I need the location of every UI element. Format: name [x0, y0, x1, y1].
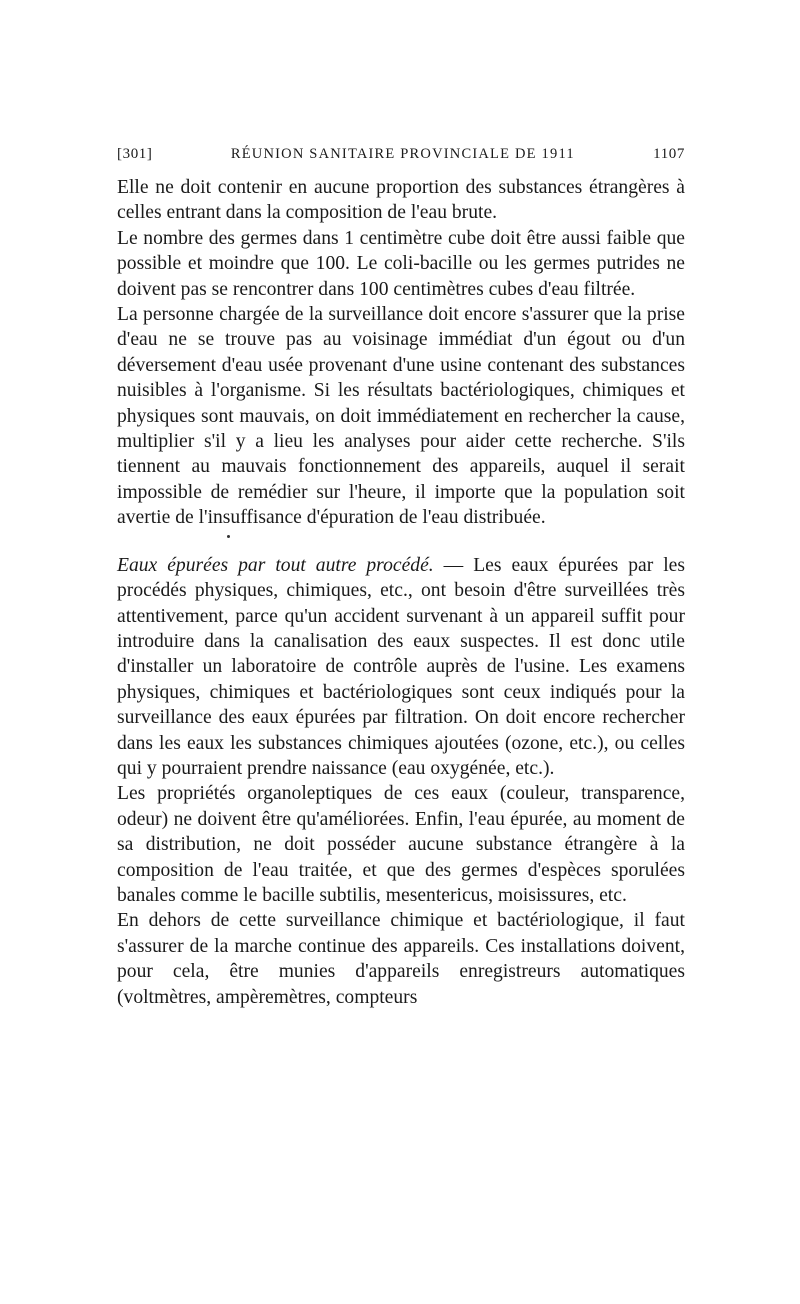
paragraph: La personne chargée de la surveillance doit encore s'assurer que la prise d'eau ne se trouve pas au voisinage immédiat d'un égout ou d'un déversement d'eau usée provenant d'une usine contenant des substances nuisibles à l'organisme. Si les résultats bactériologiques, chimiques et physiques sont mauvais, on doit immédiatement en rechercher la cause, multiplier s'il y a lieu les analyses pour aider cette recherche. S'ils tiennent au mauvais fonctionnement des appareils, auquel il serait impossible de remédier sur l'heure, il importe que la population soit avertie de l'insuffisance d'épuration de l'eau distribuée. [117, 304, 685, 529]
page-number: 1107 [653, 146, 685, 162]
section-paragraph [117, 553, 685, 782]
paragraph: Elle ne doit contenir en aucune proportion des substances étrangères à celles entrant dans la composition de l'eau brute. [117, 177, 685, 224]
running-title: RÉUNION SANITAIRE PROVINCIALE DE 1911 [230, 146, 575, 162]
book-page [117, 146, 685, 1010]
section-separator [117, 531, 685, 553]
body-text [117, 175, 685, 1010]
section-title: Eaux épurées par tout autre procédé. [117, 554, 434, 576]
paragraph: Les propriétés organoleptiques de ces eaux (couleur, transparence, odeur) ne doivent être qu'améliorées. Enfin, l'eau épurée, au moment de sa distribution, ne doit posséder aucune substance étrangère à la composition de l'eau traitée, et que des germes d'espèces sporulées banales comme le bacille subtilis, mesentericus, moisissures, etc. [117, 783, 685, 906]
section-lead-text: — Les eaux épurées par les procédés physiques, chimiques, etc., ont besoin d'être surveillées très attentivement, parce qu'un accident survenant à un appareil suffit pour introduire dans la canalisation des eaux suspectes. Il est donc utile d'installer un laboratoire de contrôle auprès de l'usine. Les examens physiques, chimiques et bactériologiques sont ceux indiqués pour la surveillance des eaux épurées par filtration. On doit encore rechercher dans les eaux les substances chimiques ajoutées (ozone, etc.), ou celles qui y pourraient prendre naissance (eau oxygénée, etc.). [117, 554, 685, 779]
paragraph: Le nombre des germes dans 1 centimètre cube doit être aussi faible que possible et moindre que 100. Le coli-bacille ou les germes putrides ne doivent pas se rencontrer dans 100 centimètres cubes d'eau filtrée. [117, 227, 685, 300]
page-reference: [301] [117, 146, 153, 162]
running-header [117, 146, 685, 163]
paragraph: En dehors de cette surveillance chimique et bactériologique, il faut s'assurer de la marche continue des appareils. Ces installations doivent, pour cela, être munies d'appareils enregistreurs automatiques (voltmètres, ampèremètres, compteurs [117, 910, 685, 1008]
ink-dot [227, 535, 230, 538]
